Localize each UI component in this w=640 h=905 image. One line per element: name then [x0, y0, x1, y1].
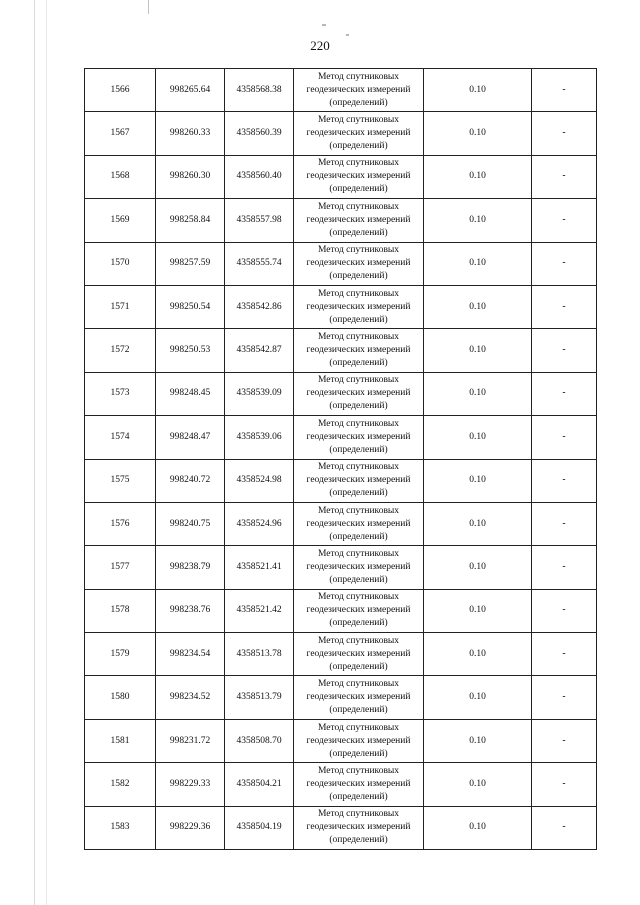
- table-row: [85, 199, 597, 242]
- x-coordinate-cell: 998250.54: [156, 285, 225, 328]
- y-coordinate-cell: 4358521.42: [225, 589, 294, 632]
- method-cell: [294, 719, 424, 762]
- precision-cell: 0.10: [424, 242, 532, 285]
- y-coordinate-cell: 4358524.96: [225, 502, 294, 545]
- method-cell: [294, 589, 424, 632]
- method-line: (определений): [329, 271, 388, 282]
- method-line: (определений): [329, 314, 388, 325]
- table-row: [85, 242, 597, 285]
- point-number-cell: 1574: [85, 416, 156, 459]
- note-cell: -: [532, 676, 597, 719]
- table-row: [85, 676, 597, 719]
- method-line: геодезических измерений: [306, 128, 411, 139]
- coordinates-table: [84, 68, 597, 850]
- page-number: 220: [310, 38, 330, 53]
- point-number-cell: 1582: [85, 763, 156, 806]
- note-cell: -: [532, 546, 597, 589]
- method-line: геодезических измерений: [306, 431, 411, 442]
- method-line: Метод спутниковых: [317, 375, 400, 386]
- y-coordinate-cell: 4358513.79: [225, 676, 294, 719]
- x-coordinate-cell: 998229.33: [156, 763, 225, 806]
- method-line: Метод спутниковых: [317, 809, 400, 820]
- coordinates-table-body: [85, 69, 597, 850]
- table-row: [85, 806, 597, 849]
- x-coordinate-cell: 998258.84: [156, 199, 225, 242]
- method-cell: [294, 372, 424, 415]
- method-cell: [294, 112, 424, 155]
- note-cell: -: [532, 155, 597, 198]
- scan-top-mark: [148, 0, 149, 14]
- scan-top-mark: [322, 24, 326, 26]
- method-line: (определений): [329, 184, 388, 195]
- point-number-cell: 1583: [85, 806, 156, 849]
- table-row: [85, 372, 597, 415]
- method-line: геодезических измерений: [306, 692, 411, 703]
- y-coordinate-cell: 4358555.74: [225, 242, 294, 285]
- x-coordinate-cell: 998240.75: [156, 502, 225, 545]
- method-line: геодезических измерений: [306, 301, 411, 312]
- method-line: геодезических измерений: [306, 822, 411, 833]
- note-cell: -: [532, 459, 597, 502]
- note-cell: -: [532, 285, 597, 328]
- method-cell: [294, 546, 424, 589]
- point-number-cell: 1567: [85, 112, 156, 155]
- method-line: (определений): [329, 358, 388, 369]
- point-number-cell: 1576: [85, 502, 156, 545]
- precision-cell: 0.10: [424, 329, 532, 372]
- note-cell: -: [532, 589, 597, 632]
- y-coordinate-cell: 4358542.86: [225, 285, 294, 328]
- method-line: Метод спутниковых: [317, 201, 400, 212]
- method-line: геодезических измерений: [306, 778, 411, 789]
- table-row: [85, 459, 597, 502]
- method-line: (определений): [329, 705, 388, 716]
- method-line: (определений): [329, 141, 388, 152]
- method-cell: [294, 502, 424, 545]
- table-row: [85, 633, 597, 676]
- x-coordinate-cell: 998265.64: [156, 69, 225, 112]
- method-line: (определений): [329, 791, 388, 802]
- table-row: [85, 416, 597, 459]
- note-cell: -: [532, 719, 597, 762]
- method-line: геодезических измерений: [306, 171, 411, 182]
- point-number-cell: 1578: [85, 589, 156, 632]
- method-line: Метод спутниковых: [317, 635, 400, 646]
- table-row: [85, 719, 597, 762]
- method-line: Метод спутниковых: [317, 462, 400, 473]
- point-number-cell: 1568: [85, 155, 156, 198]
- point-number-cell: 1570: [85, 242, 156, 285]
- method-line: Метод спутниковых: [317, 722, 400, 733]
- table-row: [85, 546, 597, 589]
- method-line: геодезических измерений: [306, 605, 411, 616]
- table-row: [85, 69, 597, 112]
- point-number-cell: 1566: [85, 69, 156, 112]
- precision-cell: 0.10: [424, 502, 532, 545]
- table-row: [85, 285, 597, 328]
- scan-margin-line: [34, 0, 35, 905]
- precision-cell: 0.10: [424, 719, 532, 762]
- method-line: (определений): [329, 444, 388, 455]
- method-line: Метод спутниковых: [317, 158, 400, 169]
- method-line: (определений): [329, 748, 388, 759]
- table-row: [85, 502, 597, 545]
- method-line: геодезических измерений: [306, 735, 411, 746]
- method-cell: [294, 416, 424, 459]
- method-line: Метод спутниковых: [317, 288, 400, 299]
- scan-margin-line: [46, 0, 47, 905]
- method-cell: [294, 199, 424, 242]
- y-coordinate-cell: 4358513.78: [225, 633, 294, 676]
- table-row: [85, 155, 597, 198]
- method-line: геодезических измерений: [306, 214, 411, 225]
- precision-cell: 0.10: [424, 763, 532, 806]
- point-number-cell: 1580: [85, 676, 156, 719]
- precision-cell: 0.10: [424, 199, 532, 242]
- method-line: Метод спутниковых: [317, 418, 400, 429]
- note-cell: -: [532, 416, 597, 459]
- x-coordinate-cell: 998260.33: [156, 112, 225, 155]
- method-cell: [294, 806, 424, 849]
- method-line: Метод спутниковых: [317, 332, 400, 343]
- method-line: (определений): [329, 574, 388, 585]
- method-cell: [294, 285, 424, 328]
- method-line: геодезических измерений: [306, 475, 411, 486]
- point-number-cell: 1571: [85, 285, 156, 328]
- note-cell: -: [532, 502, 597, 545]
- method-line: (определений): [329, 97, 388, 108]
- method-line: Метод спутниковых: [317, 71, 400, 82]
- method-line: геодезических измерений: [306, 388, 411, 399]
- precision-cell: 0.10: [424, 589, 532, 632]
- method-cell: [294, 633, 424, 676]
- method-line: (определений): [329, 488, 388, 499]
- method-line: (определений): [329, 227, 388, 238]
- y-coordinate-cell: 4358560.40: [225, 155, 294, 198]
- method-line: Метод спутниковых: [317, 548, 400, 559]
- method-cell: [294, 329, 424, 372]
- note-cell: -: [532, 763, 597, 806]
- precision-cell: 0.10: [424, 806, 532, 849]
- scan-top-mark: [346, 34, 349, 36]
- x-coordinate-cell: 998248.47: [156, 416, 225, 459]
- y-coordinate-cell: 4358539.09: [225, 372, 294, 415]
- point-number-cell: 1581: [85, 719, 156, 762]
- method-line: (определений): [329, 661, 388, 672]
- point-number-cell: 1572: [85, 329, 156, 372]
- method-cell: [294, 676, 424, 719]
- method-cell: [294, 242, 424, 285]
- point-number-cell: 1575: [85, 459, 156, 502]
- precision-cell: 0.10: [424, 459, 532, 502]
- x-coordinate-cell: 998257.59: [156, 242, 225, 285]
- method-line: геодезических измерений: [306, 561, 411, 572]
- x-coordinate-cell: 998260.30: [156, 155, 225, 198]
- table-row: [85, 589, 597, 632]
- method-line: Метод спутниковых: [317, 765, 400, 776]
- x-coordinate-cell: 998234.54: [156, 633, 225, 676]
- point-number-cell: 1577: [85, 546, 156, 589]
- note-cell: -: [532, 633, 597, 676]
- table-row: [85, 112, 597, 155]
- method-line: Метод спутниковых: [317, 505, 400, 516]
- method-line: (определений): [329, 401, 388, 412]
- precision-cell: 0.10: [424, 112, 532, 155]
- method-line: геодезических измерений: [306, 258, 411, 269]
- precision-cell: 0.10: [424, 676, 532, 719]
- method-cell: [294, 69, 424, 112]
- y-coordinate-cell: 4358504.19: [225, 806, 294, 849]
- x-coordinate-cell: 998250.53: [156, 329, 225, 372]
- x-coordinate-cell: 998234.52: [156, 676, 225, 719]
- point-number-cell: 1569: [85, 199, 156, 242]
- precision-cell: 0.10: [424, 155, 532, 198]
- precision-cell: 0.10: [424, 285, 532, 328]
- precision-cell: 0.10: [424, 546, 532, 589]
- x-coordinate-cell: 998240.72: [156, 459, 225, 502]
- method-cell: [294, 763, 424, 806]
- y-coordinate-cell: 4358557.98: [225, 199, 294, 242]
- x-coordinate-cell: 998238.76: [156, 589, 225, 632]
- note-cell: -: [532, 806, 597, 849]
- method-line: Метод спутниковых: [317, 679, 400, 690]
- table-row: [85, 763, 597, 806]
- method-cell: [294, 459, 424, 502]
- y-coordinate-cell: 4358542.87: [225, 329, 294, 372]
- precision-cell: 0.10: [424, 69, 532, 112]
- method-line: Метод спутниковых: [317, 245, 400, 256]
- method-line: геодезических измерений: [306, 648, 411, 659]
- precision-cell: 0.10: [424, 372, 532, 415]
- method-line: Метод спутниковых: [317, 115, 400, 126]
- note-cell: -: [532, 242, 597, 285]
- method-line: (определений): [329, 531, 388, 542]
- note-cell: -: [532, 199, 597, 242]
- y-coordinate-cell: 4358539.06: [225, 416, 294, 459]
- method-cell: [294, 155, 424, 198]
- method-line: Метод спутниковых: [317, 592, 400, 603]
- y-coordinate-cell: 4358508.70: [225, 719, 294, 762]
- note-cell: -: [532, 329, 597, 372]
- table-row: [85, 329, 597, 372]
- y-coordinate-cell: 4358524.98: [225, 459, 294, 502]
- precision-cell: 0.10: [424, 633, 532, 676]
- precision-cell: 0.10: [424, 416, 532, 459]
- x-coordinate-cell: 998229.36: [156, 806, 225, 849]
- point-number-cell: 1573: [85, 372, 156, 415]
- note-cell: -: [532, 372, 597, 415]
- y-coordinate-cell: 4358560.39: [225, 112, 294, 155]
- method-line: (определений): [329, 835, 388, 846]
- method-line: геодезических измерений: [306, 518, 411, 529]
- y-coordinate-cell: 4358521.41: [225, 546, 294, 589]
- y-coordinate-cell: 4358568.38: [225, 69, 294, 112]
- x-coordinate-cell: 998231.72: [156, 719, 225, 762]
- method-line: геодезических измерений: [306, 345, 411, 356]
- method-line: геодезических измерений: [306, 84, 411, 95]
- x-coordinate-cell: 998248.45: [156, 372, 225, 415]
- point-number-cell: 1579: [85, 633, 156, 676]
- note-cell: -: [532, 69, 597, 112]
- note-cell: -: [532, 112, 597, 155]
- method-line: (определений): [329, 618, 388, 629]
- y-coordinate-cell: 4358504.21: [225, 763, 294, 806]
- x-coordinate-cell: 998238.79: [156, 546, 225, 589]
